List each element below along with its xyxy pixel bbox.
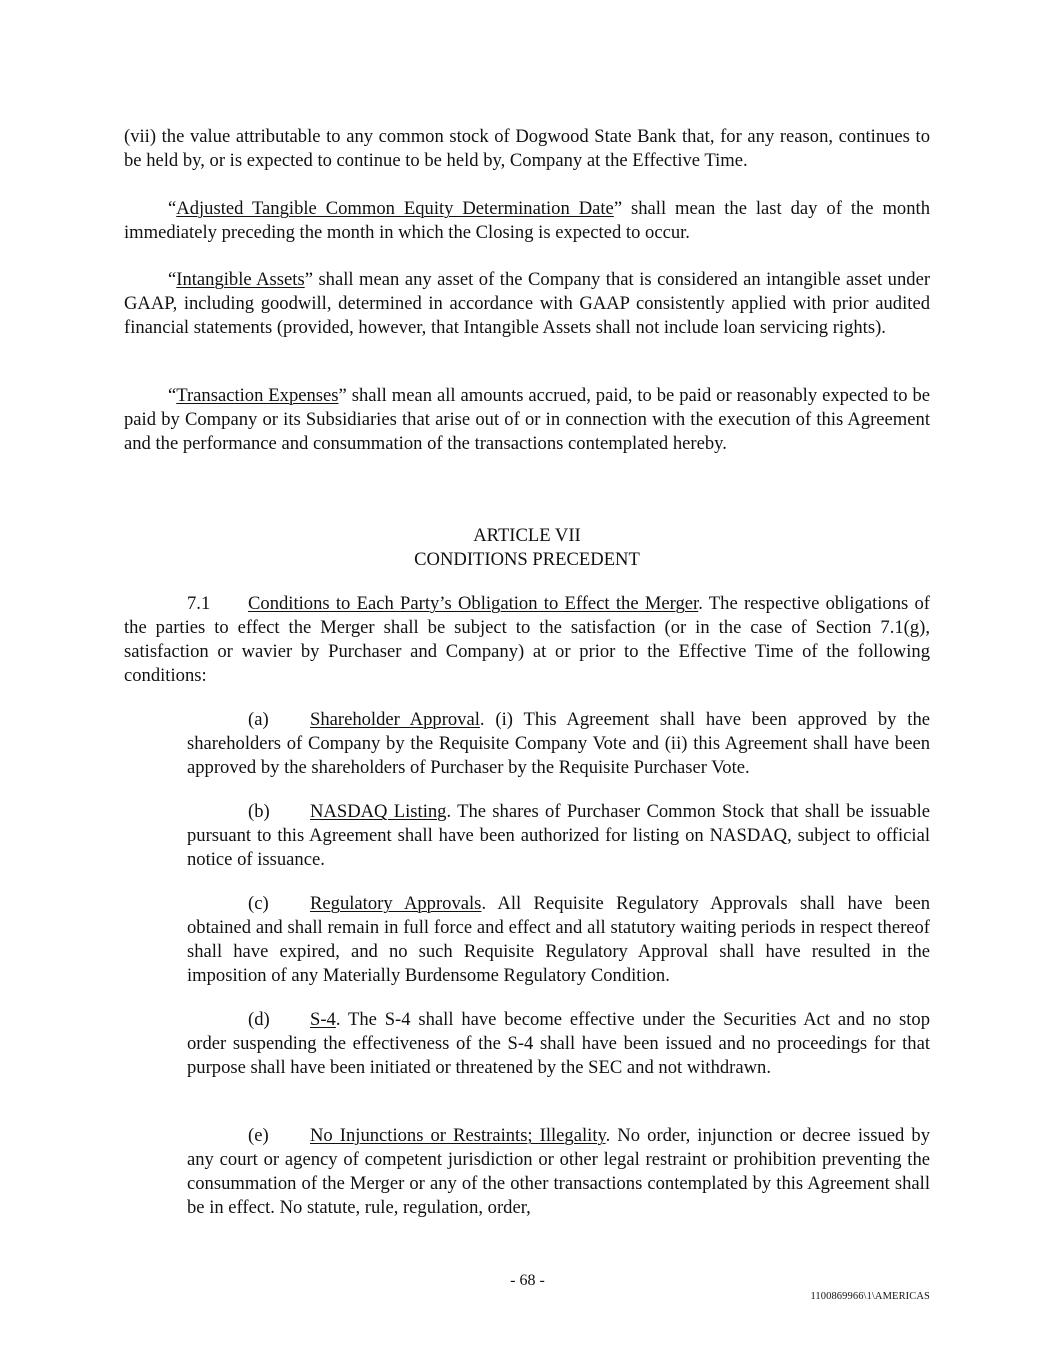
definition-text: ” shall mean the last day of the month immediately preceding the month in which the Closing is expected to occur.: [124, 198, 930, 243]
condition-heading: NASDAQ Listing: [310, 801, 447, 822]
condition-body: . The S-4 shall have become effective under the Securities Act and no stop order suspending the effectiveness of the S-4 shall have been issued and no proceedings for that purpose shall have been initiated or threatened by the SEC and not withdrawn.: [187, 1009, 930, 1078]
condition-heading: Regulatory Approvals: [310, 893, 482, 914]
document-id: 1100869966\1\AMERICAS: [810, 1291, 930, 1302]
condition-heading: Shareholder Approval: [310, 709, 480, 730]
condition-a: [187, 708, 930, 780]
condition-body: . All Requisite Regulatory Approvals shall have been obtained and shall remain in full force and effect and all statutory waiting periods in respect thereof shall have expired, and no such Requisite Regulatory Approval shall have resulted in the imposition of any Materially Burdensome Regulatory Condition.: [187, 893, 931, 986]
section-body: . The respective obligations of the parties to effect the Merger shall be subject to the satisfaction (or in the case of Section 7.1(g), satisfaction or wavier by Purchaser and Company) at or prior to the Effective Time of the following conditions:: [124, 593, 930, 686]
condition-body: . The shares of Purchaser Common Stock that shall be issuable pursuant to this Agreement shall have been authorized for listing on NASDAQ, subject to official notice of issuance.: [187, 801, 930, 870]
condition-c: [187, 892, 930, 988]
section-7-1: [124, 592, 930, 688]
condition-heading: S-4: [310, 1009, 336, 1030]
condition-b: [187, 800, 930, 872]
definition-adjusted-tangible: [124, 197, 930, 245]
page-number: - 68 -: [510, 1272, 545, 1289]
condition-d: [187, 1008, 930, 1080]
definition-text: ” shall mean any asset of the Company that is considered an intangible asset under GAAP, including goodwill, determined in accordance with GAAP consistently applied with prior audited financial statements (provided, however, that Intangible Assets shall not include loan servicing rights).: [124, 269, 931, 338]
defined-term: Transaction Expenses: [176, 385, 339, 406]
condition-label: (a): [248, 709, 269, 730]
open-quote: “: [168, 385, 177, 406]
condition-body: . No order, injunction or decree issued by any court or agency of competent jurisdiction or other legal restraint or prohibition preventing the consummation of the Merger or any of the other transactions contemplated by this Agreement shall be in effect. No statute, rule, regulation, order,: [187, 1125, 930, 1218]
article-title: CONDITIONS PRECEDENT: [414, 549, 640, 570]
definition-intangible-assets: [124, 268, 930, 340]
condition-label: (d): [248, 1009, 270, 1030]
open-quote: “: [168, 198, 177, 219]
section-heading: Conditions to Each Party’s Obligation to Effect the Merger: [248, 593, 699, 614]
defined-term: Intangible Assets: [176, 269, 305, 290]
section-number: 7.1: [187, 593, 211, 614]
condition-label: (e): [248, 1125, 269, 1146]
definition-text: ” shall mean all amounts accrued, paid, to be paid or reasonably expected to be paid by Company or its Subsidiaries that arise out of or in connection with the execution of this Agreement and the performance and consummation of the transactions contemplated hereby.: [124, 385, 931, 454]
paragraph-vii-text: (vii) the value attributable to any common stock of Dogwood State Bank that, for any reason, continues to be held by, or is expected to continue to be held by, Company at the Effective Time.: [124, 126, 930, 171]
defined-term: Adjusted Tangible Common Equity Determination Date: [176, 198, 614, 219]
condition-body: . (i) This Agreement shall have been approved by the shareholders of Company by the Requisite Company Vote and (ii) this Agreement shall have been approved by the shareholders of Purchaser by the Requisite Purchaser Vote.: [187, 709, 930, 778]
paragraph-vii: [124, 125, 930, 173]
article-number: ARTICLE VII: [473, 525, 581, 546]
open-quote: “: [168, 269, 177, 290]
condition-e: [187, 1124, 930, 1220]
definition-transaction-expenses: [124, 384, 930, 456]
condition-label: (c): [248, 893, 269, 914]
condition-heading: No Injunctions or Restraints; Illegality: [310, 1125, 606, 1146]
condition-label: (b): [248, 801, 270, 822]
